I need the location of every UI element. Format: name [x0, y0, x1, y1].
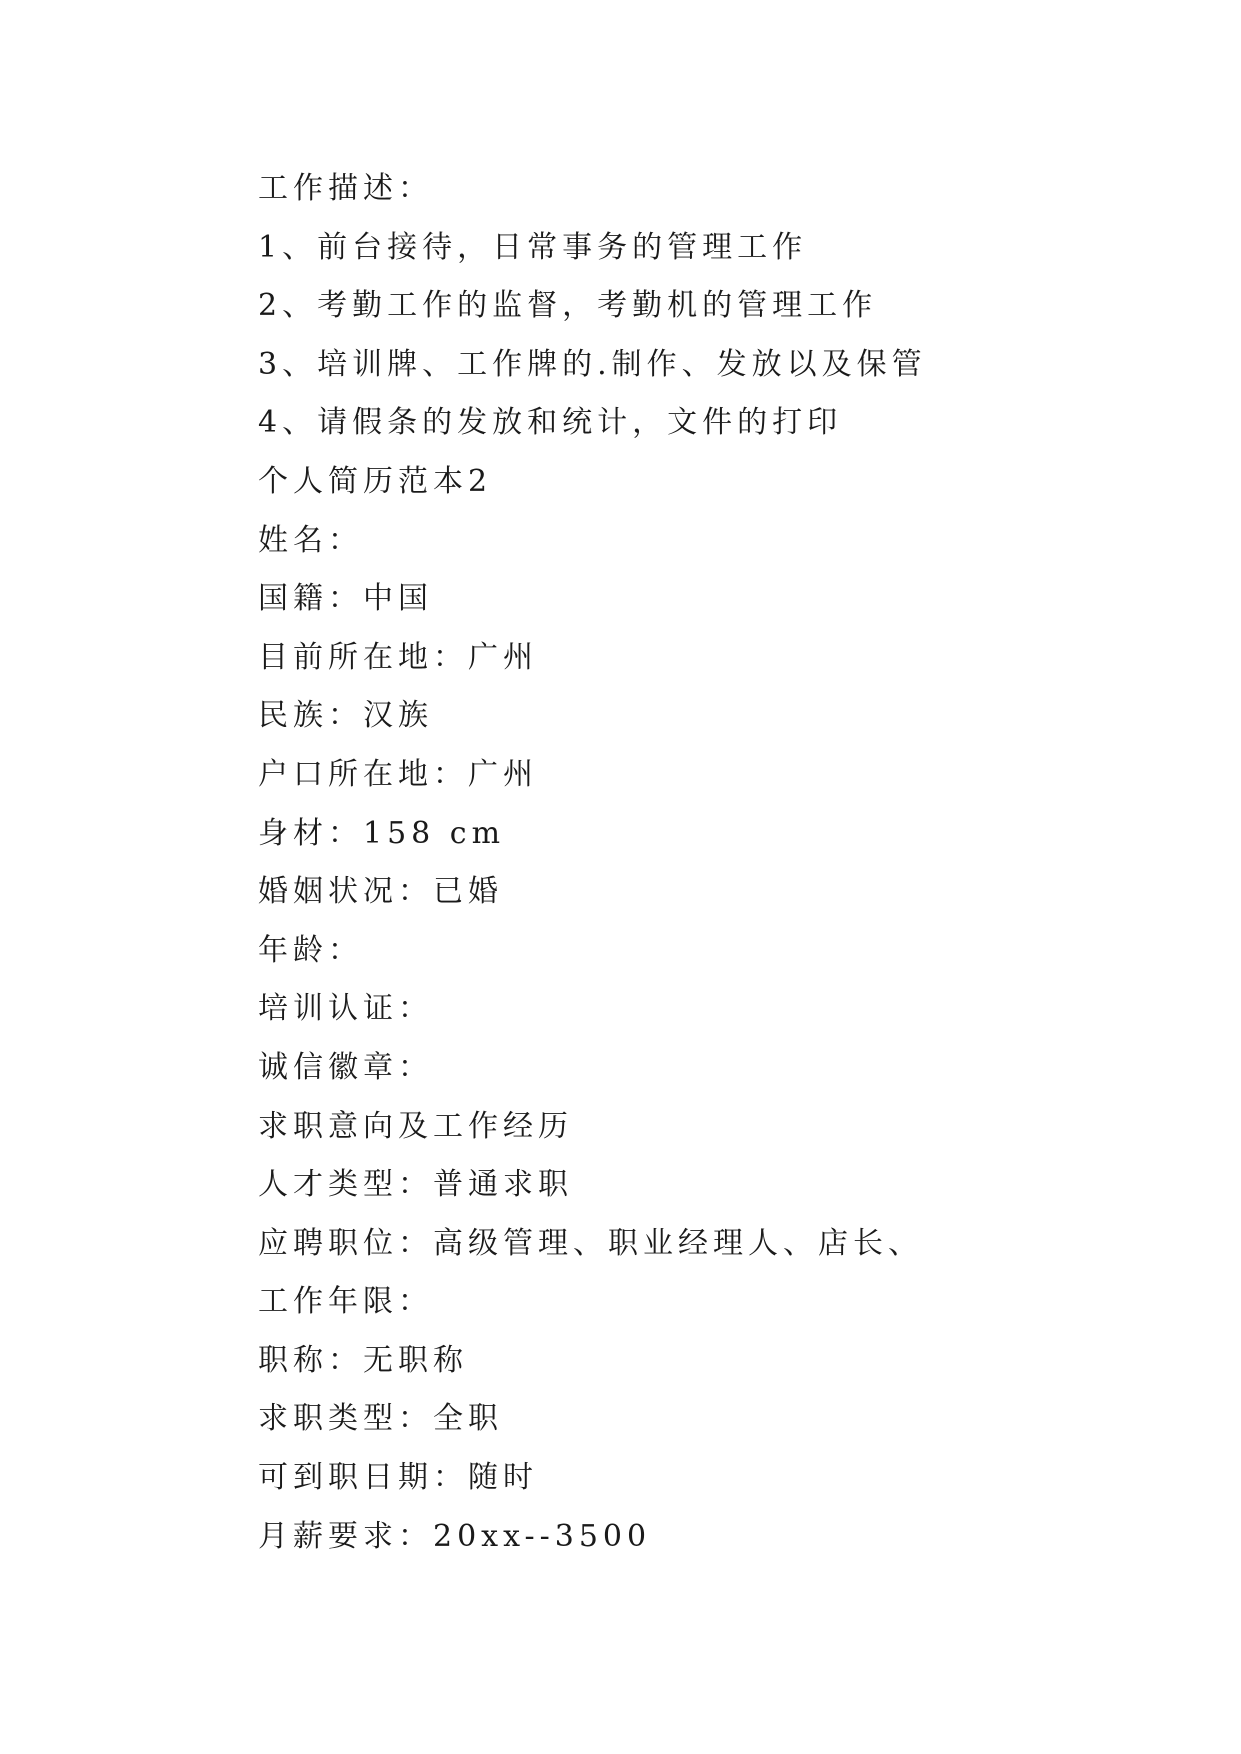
- field-current-location: 目前所在地：广州: [258, 639, 538, 675]
- field-integrity-badge: 诚信徽章：: [258, 1049, 433, 1085]
- job-duty-2: 2、考勤工作的监督，考勤机的管理工作: [258, 288, 878, 324]
- job-duty-1: 1、前台接待，日常事务的管理工作: [258, 229, 808, 265]
- field-nationality: 国籍：中国: [258, 581, 433, 617]
- document-body: [258, 160, 1158, 1566]
- section-heading-job-intention: 求职意向及工作经历: [258, 1108, 573, 1144]
- resume-title: 个人简历范本2: [258, 463, 493, 499]
- field-years-of-work: 工作年限：: [258, 1284, 433, 1320]
- field-height: 身材：158 cm: [258, 815, 506, 851]
- field-ethnicity: 民族：汉族: [258, 698, 433, 734]
- field-age: 年龄：: [258, 932, 363, 968]
- field-applied-position: 应聘职位：高级管理、职业经理人、店长、: [258, 1225, 923, 1261]
- job-duty-3: 3、培训牌、工作牌的.制作、发放以及保管: [258, 346, 927, 382]
- field-training-certification: 培训认证：: [258, 991, 433, 1027]
- field-talent-type: 人才类型：普通求职: [258, 1167, 573, 1203]
- field-marital-status: 婚姻状况：已婚: [258, 874, 503, 910]
- field-name: 姓名：: [258, 522, 363, 558]
- job-duty-4: 4、请假条的发放和统计，文件的打印: [258, 405, 843, 441]
- field-job-type: 求职类型：全职: [258, 1401, 503, 1437]
- field-expected-salary: 月薪要求：20xx--3500: [258, 1518, 652, 1554]
- section-heading-job-description: 工作描述：: [258, 171, 433, 206]
- field-professional-title: 职称：无职称: [258, 1342, 468, 1378]
- field-available-date: 可到职日期：随时: [258, 1460, 538, 1496]
- field-household-registration: 户口所在地：广州: [258, 756, 538, 792]
